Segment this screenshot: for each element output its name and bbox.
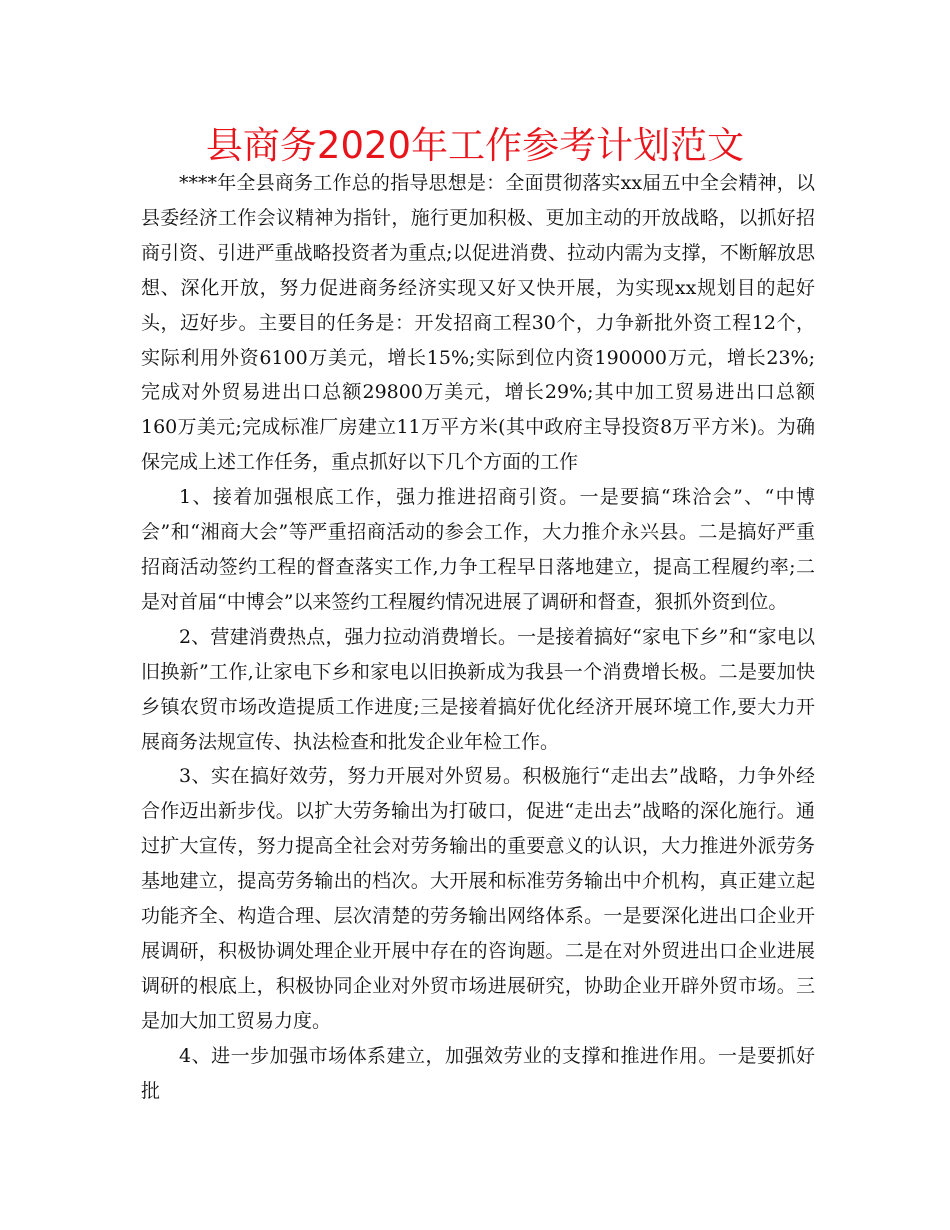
paragraph-intro: ****年全县商务工作总的指导思想是：全面贯彻落实xx届五中全会精神，以县委经济工作会议精神为指针，施行更加积极、更加主动的开放战略，以抓好招商引资、引进严重战略投资者为重点;以促进消费、拉动内需为支撑，不断解放思想、深化开放，努力促进商务经济实现又好又快开展，为实现xx规划目的起好头，迈好步。主要目的任务是：开发招商工程30个，力争新批外资工程12个，实际利用外资6100万美元，增长15%;实际到位内资190000万元，增长23%;完成对外贸易进出口总额29800万美元，增长29%;其中加工贸易进出口总额160万美元;完成标准厂房建立11万平方米(其中政府主导投资8万平方米)。为确保完成上述工作任务，重点抓好以下几个方面的工作 (141, 172, 815, 474)
paragraph-4: 4、进一步加强市场体系建立，加强效劳业的支撑和推进作用。一是要抓好批 (141, 1044, 815, 1102)
document-title: 县商务2020年工作参考计划范文 (205, 124, 745, 167)
paragraph-2: 2、营建消费热点，强力拉动消费增长。一是接着搞好“家电下乡”和“家电以旧换新”工作,让家电下乡和家电以旧换新成为我县一个消费增长极。二是要加快乡镇农贸市场改造提质工作进度;三是接着搞好优化经济开展环境工作,要大力开展商务法规宣传、执法检查和批发企业年检工作。 (141, 625, 815, 753)
paragraph-1: 1、接着加强根底工作，强力推进招商引资。一是要搞“珠洽会”、“中博会”和“湘商大会”等严重招商活动的参会工作，大力推介永兴县。二是搞好严重招商活动签约工程的督查落实工作,力争工程早日落地建立，提高工程履约率;二是对首届“中博会”以来签约工程履约情况进展了调研和督查，狠抓外资到位。 (141, 486, 815, 613)
document-body (141, 166, 815, 1108)
paragraph-3: 3、实在搞好效劳，努力开展对外贸易。积极施行“走出去”战略，力争外经合作迈出新步伐。以扩大劳务输出为打破口，促进“走出去”战略的深化施行。通过扩大宣传，努力提高全社会对劳务输出的重要意义的认识，大力推进外派劳务基地建立，提高劳务输出的档次。大开展和标准劳务输出中介机构，真正建立起功能齐全、构造合理、层次清楚的劳务输出网络体系。一是要深化进出口企业开展调研，积极协调处理企业开展中存在的咨询题。二是在对外贸进出口企业进展调研的根底上，积极协同企业对外贸市场进展研究，协助企业开辟外贸市场。三是加大加工贸易力度。 (141, 765, 815, 1032)
